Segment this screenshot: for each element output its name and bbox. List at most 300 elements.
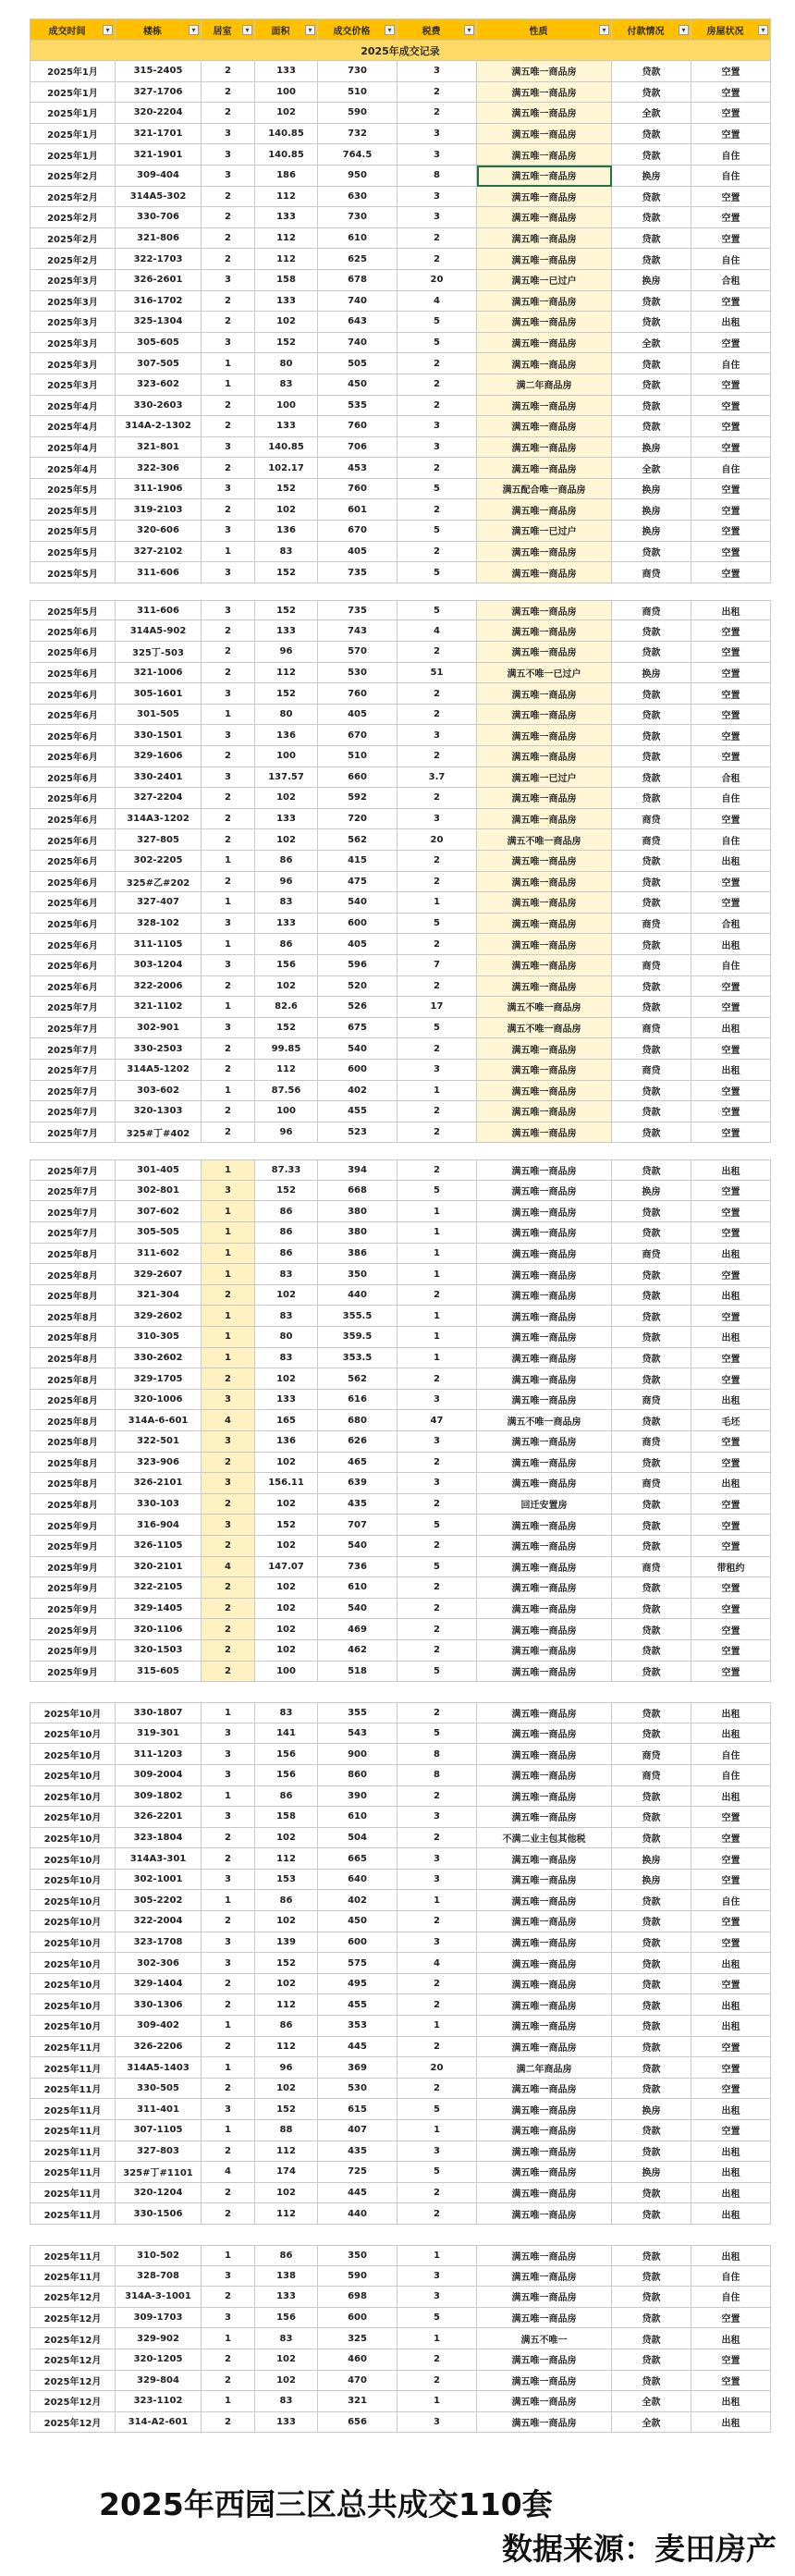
cell-price[interactable]: 590 bbox=[318, 2266, 398, 2288]
cell-tax[interactable]: 4 bbox=[398, 291, 477, 313]
cell-date[interactable]: 2025年11月 bbox=[30, 2120, 116, 2141]
table-row[interactable] bbox=[30, 542, 771, 563]
cell-rooms[interactable]: 2 bbox=[202, 499, 255, 521]
cell-unit[interactable]: 320-1205 bbox=[116, 2349, 202, 2371]
cell-condition[interactable]: 空置 bbox=[691, 1264, 771, 1285]
cell-rooms[interactable]: 2 bbox=[202, 1911, 255, 1932]
cell-unit[interactable]: 307-1105 bbox=[116, 2120, 202, 2141]
cell-unit[interactable]: 330-1506 bbox=[116, 2203, 202, 2225]
cell-property-type[interactable]: 满五唯一商品房 bbox=[477, 249, 612, 270]
cell-payment[interactable]: 换房 bbox=[612, 437, 691, 459]
cell-rooms[interactable]: 2 bbox=[202, 746, 255, 767]
cell-rooms[interactable]: 2 bbox=[202, 291, 255, 313]
cell-payment[interactable]: 贷款 bbox=[612, 892, 691, 914]
cell-condition[interactable]: 空置 bbox=[691, 2037, 771, 2058]
cell-price[interactable]: 950 bbox=[318, 166, 398, 187]
cell-tax[interactable]: 3 bbox=[398, 187, 477, 208]
table-row[interactable] bbox=[30, 1807, 771, 1828]
cell-property-type[interactable]: 满五唯一商品房 bbox=[477, 2391, 612, 2412]
cell-date[interactable]: 2025年9月 bbox=[30, 1619, 116, 1640]
cell-unit[interactable]: 327-805 bbox=[116, 829, 202, 851]
cell-tax[interactable]: 2 bbox=[398, 1702, 477, 1723]
cell-rooms[interactable]: 3 bbox=[202, 124, 255, 145]
table-row[interactable] bbox=[30, 228, 771, 250]
cell-property-type[interactable]: 满五唯一商品房 bbox=[477, 82, 612, 104]
cell-rooms[interactable]: 3 bbox=[202, 914, 255, 935]
cell-area[interactable]: 102 bbox=[255, 103, 318, 124]
cell-condition[interactable]: 空置 bbox=[691, 683, 771, 705]
cell-price[interactable]: 380 bbox=[318, 1201, 398, 1222]
table-row[interactable] bbox=[30, 683, 771, 705]
cell-unit[interactable]: 326-1105 bbox=[116, 1536, 202, 1557]
table-row[interactable] bbox=[30, 767, 771, 789]
cell-rooms[interactable]: 1 bbox=[202, 1306, 255, 1327]
cell-payment[interactable]: 贷款 bbox=[612, 187, 691, 208]
cell-tax[interactable]: 4 bbox=[398, 1953, 477, 1974]
cell-property-type[interactable]: 满五唯一商品房 bbox=[477, 187, 612, 208]
cell-rooms[interactable]: 2 bbox=[202, 228, 255, 250]
table-row[interactable] bbox=[30, 788, 771, 809]
cell-price[interactable]: 394 bbox=[318, 1159, 398, 1181]
cell-rooms[interactable]: 1 bbox=[202, 1702, 255, 1723]
cell-property-type[interactable]: 满五唯一商品房 bbox=[477, 620, 612, 642]
cell-price[interactable]: 656 bbox=[318, 2412, 398, 2434]
cell-date[interactable]: 2025年7月 bbox=[30, 1222, 116, 1244]
cell-date[interactable]: 2025年9月 bbox=[30, 1640, 116, 1662]
cell-payment[interactable]: 贷款 bbox=[612, 1306, 691, 1327]
cell-unit[interactable]: 314A5-1403 bbox=[116, 2057, 202, 2079]
table-row[interactable] bbox=[30, 725, 771, 746]
cell-payment[interactable]: 贷款 bbox=[612, 976, 691, 998]
cell-property-type[interactable]: 满五唯一商品房 bbox=[477, 2287, 612, 2308]
cell-area[interactable]: 83 bbox=[255, 1702, 318, 1723]
cell-rooms[interactable]: 1 bbox=[202, 2120, 255, 2141]
cell-condition[interactable]: 出租 bbox=[691, 2183, 771, 2204]
cell-property-type[interactable]: 满五唯一商品房 bbox=[477, 2016, 612, 2037]
cell-area[interactable]: 165 bbox=[255, 1410, 318, 1431]
cell-property-type[interactable]: 满五唯一商品房 bbox=[477, 2037, 612, 2058]
table-row[interactable] bbox=[30, 1122, 771, 1144]
table-row[interactable] bbox=[30, 270, 771, 291]
cell-area[interactable]: 96 bbox=[255, 1122, 318, 1144]
cell-condition[interactable]: 出租 bbox=[691, 2141, 771, 2163]
cell-area[interactable]: 82.6 bbox=[255, 997, 318, 1018]
cell-date[interactable]: 2025年10月 bbox=[30, 1953, 116, 1974]
cell-rooms[interactable]: 2 bbox=[202, 1599, 255, 1620]
cell-property-type[interactable]: 满五唯一商品房 bbox=[477, 1932, 612, 1954]
cell-condition[interactable]: 空置 bbox=[691, 1368, 771, 1390]
cell-rooms[interactable]: 1 bbox=[202, 1348, 255, 1369]
cell-tax[interactable]: 2 bbox=[398, 705, 477, 726]
table-row[interactable] bbox=[30, 2183, 771, 2204]
cell-price[interactable]: 435 bbox=[318, 1494, 398, 1515]
cell-condition[interactable]: 空置 bbox=[691, 542, 771, 563]
cell-date[interactable]: 2025年11月 bbox=[30, 2079, 116, 2100]
cell-date[interactable]: 2025年1月 bbox=[30, 82, 116, 104]
cell-rooms[interactable]: 2 bbox=[202, 976, 255, 998]
cell-price[interactable]: 353 bbox=[318, 2016, 398, 2037]
cell-price[interactable]: 460 bbox=[318, 2349, 398, 2371]
cell-area[interactable]: 147.07 bbox=[255, 1557, 318, 1578]
cell-condition[interactable]: 空置 bbox=[691, 976, 771, 998]
cell-unit[interactable]: 305-605 bbox=[116, 333, 202, 354]
cell-condition[interactable]: 空置 bbox=[691, 416, 771, 437]
cell-price[interactable]: 453 bbox=[318, 458, 398, 479]
cell-date[interactable]: 2025年7月 bbox=[30, 1038, 116, 1060]
cell-tax[interactable]: 3 bbox=[398, 1060, 477, 1081]
cell-price[interactable]: 355 bbox=[318, 1702, 398, 1723]
table-row[interactable] bbox=[30, 2266, 771, 2288]
cell-condition[interactable]: 空置 bbox=[691, 809, 771, 830]
cell-rooms[interactable]: 3 bbox=[202, 683, 255, 705]
cell-property-type[interactable]: 满五唯一商品房 bbox=[477, 207, 612, 228]
cell-condition[interactable]: 自住 bbox=[691, 1765, 771, 1786]
cell-payment[interactable]: 商贷 bbox=[612, 1431, 691, 1453]
cell-area[interactable]: 156 bbox=[255, 1765, 318, 1786]
cell-unit[interactable]: 301-505 bbox=[116, 705, 202, 726]
cell-price[interactable]: 562 bbox=[318, 829, 398, 851]
cell-payment[interactable]: 贷款 bbox=[612, 1368, 691, 1390]
cell-price[interactable]: 740 bbox=[318, 333, 398, 354]
cell-payment[interactable]: 贷款 bbox=[612, 2349, 691, 2371]
cell-unit[interactable]: 320-1204 bbox=[116, 2183, 202, 2204]
cell-property-type[interactable]: 满五唯一商品房 bbox=[477, 1640, 612, 1662]
table-row[interactable] bbox=[30, 872, 771, 893]
cell-rooms[interactable]: 2 bbox=[202, 1662, 255, 1683]
table-row[interactable] bbox=[30, 2057, 771, 2079]
cell-property-type[interactable]: 满五唯一商品房 bbox=[477, 746, 612, 767]
cell-condition[interactable]: 空置 bbox=[691, 1828, 771, 1849]
cell-date[interactable]: 2025年5月 bbox=[30, 542, 116, 563]
cell-price[interactable]: 610 bbox=[318, 1807, 398, 1828]
cell-price[interactable]: 470 bbox=[318, 2371, 398, 2392]
cell-unit[interactable]: 319-2103 bbox=[116, 499, 202, 521]
cell-condition[interactable]: 空置 bbox=[691, 1453, 771, 1474]
cell-property-type[interactable]: 满五唯一商品房 bbox=[477, 642, 612, 663]
cell-area[interactable]: 102 bbox=[255, 1619, 318, 1640]
cell-condition[interactable]: 出租 bbox=[691, 1390, 771, 1411]
cell-condition[interactable]: 出租 bbox=[691, 934, 771, 955]
cell-payment[interactable]: 贷款 bbox=[612, 642, 691, 663]
table-row[interactable] bbox=[30, 1640, 771, 1662]
cell-payment[interactable]: 贷款 bbox=[612, 851, 691, 872]
cell-condition[interactable]: 出租 bbox=[691, 1786, 771, 1808]
cell-price[interactable]: 575 bbox=[318, 1953, 398, 1974]
cell-date[interactable]: 2025年8月 bbox=[30, 1494, 116, 1515]
cell-area[interactable]: 112 bbox=[255, 1994, 318, 2016]
cell-tax[interactable]: 1 bbox=[398, 1201, 477, 1222]
cell-rooms[interactable]: 1 bbox=[202, 374, 255, 396]
cell-property-type[interactable]: 满五唯一商品房 bbox=[477, 600, 612, 621]
cell-payment[interactable]: 贷款 bbox=[612, 396, 691, 417]
cell-date[interactable]: 2025年3月 bbox=[30, 291, 116, 313]
cell-date[interactable]: 2025年7月 bbox=[30, 997, 116, 1018]
cell-payment[interactable]: 贷款 bbox=[612, 2245, 691, 2266]
cell-property-type[interactable]: 满五唯一商品房 bbox=[477, 542, 612, 563]
table-row[interactable] bbox=[30, 1327, 771, 1348]
cell-rooms[interactable]: 2 bbox=[202, 396, 255, 417]
cell-area[interactable]: 102 bbox=[255, 312, 318, 333]
cell-date[interactable]: 2025年5月 bbox=[30, 562, 116, 583]
table-row[interactable] bbox=[30, 144, 771, 166]
table-row[interactable] bbox=[30, 1828, 771, 1849]
cell-area[interactable]: 100 bbox=[255, 746, 318, 767]
cell-property-type[interactable]: 满五唯一商品房 bbox=[477, 1807, 612, 1828]
cell-condition[interactable]: 空置 bbox=[691, 1932, 771, 1954]
cell-rooms[interactable]: 1 bbox=[202, 934, 255, 955]
cell-payment[interactable]: 换房 bbox=[612, 479, 691, 500]
cell-unit[interactable]: 329-902 bbox=[116, 2328, 202, 2349]
cell-property-type[interactable]: 满五唯一商品房 bbox=[477, 892, 612, 914]
cell-price[interactable]: 407 bbox=[318, 2120, 398, 2141]
cell-price[interactable]: 736 bbox=[318, 1557, 398, 1578]
cell-rooms[interactable]: 2 bbox=[202, 207, 255, 228]
cell-property-type[interactable]: 满五不唯一商品房 bbox=[477, 829, 612, 851]
cell-payment[interactable]: 贷款 bbox=[612, 1599, 691, 1620]
cell-rooms[interactable]: 1 bbox=[202, 1264, 255, 1285]
cell-price[interactable]: 668 bbox=[318, 1181, 398, 1202]
table-row[interactable] bbox=[30, 1536, 771, 1557]
cell-tax[interactable]: 2 bbox=[398, 374, 477, 396]
cell-payment[interactable]: 贷款 bbox=[612, 2079, 691, 2100]
table-row[interactable] bbox=[30, 1662, 771, 1683]
cell-area[interactable]: 102 bbox=[255, 1911, 318, 1932]
cell-payment[interactable]: 商贷 bbox=[612, 1390, 691, 1411]
cell-unit[interactable]: 314A-2-1302 bbox=[116, 416, 202, 437]
cell-area[interactable]: 152 bbox=[255, 683, 318, 705]
cell-unit[interactable]: 329-2602 bbox=[116, 1306, 202, 1327]
cell-payment[interactable]: 换房 bbox=[612, 166, 691, 187]
cell-tax[interactable]: 3 bbox=[398, 1431, 477, 1453]
cell-property-type[interactable]: 满五唯一商品房 bbox=[477, 2079, 612, 2100]
table-row[interactable] bbox=[30, 1994, 771, 2016]
cell-rooms[interactable]: 4 bbox=[202, 1410, 255, 1431]
table-row[interactable] bbox=[30, 2099, 771, 2120]
cell-property-type[interactable]: 满五唯一已过户 bbox=[477, 270, 612, 291]
cell-rooms[interactable]: 3 bbox=[202, 1390, 255, 1411]
cell-unit[interactable]: 320-2101 bbox=[116, 1557, 202, 1578]
cell-payment[interactable]: 贷款 bbox=[612, 1890, 691, 1911]
cell-condition[interactable]: 出租 bbox=[691, 2016, 771, 2037]
cell-area[interactable]: 86 bbox=[255, 1890, 318, 1911]
cell-area[interactable]: 96 bbox=[255, 872, 318, 893]
cell-property-type[interactable]: 满五唯一商品房 bbox=[477, 1159, 612, 1181]
cell-area[interactable]: 96 bbox=[255, 2057, 318, 2079]
cell-price[interactable]: 610 bbox=[318, 1577, 398, 1599]
cell-date[interactable]: 2025年12月 bbox=[30, 2412, 116, 2434]
cell-price[interactable]: 630 bbox=[318, 187, 398, 208]
table-row[interactable] bbox=[30, 1348, 771, 1369]
cell-condition[interactable]: 出租 bbox=[691, 2412, 771, 2434]
cell-price[interactable]: 386 bbox=[318, 1244, 398, 1265]
header-price[interactable] bbox=[318, 18, 398, 41]
cell-property-type[interactable]: 满五唯一商品房 bbox=[477, 683, 612, 705]
table-row[interactable] bbox=[30, 353, 771, 374]
cell-condition[interactable]: 出租 bbox=[691, 1018, 771, 1039]
cell-unit[interactable]: 314A5-302 bbox=[116, 187, 202, 208]
cell-condition[interactable]: 空置 bbox=[691, 1101, 771, 1122]
cell-rooms[interactable]: 3 bbox=[202, 144, 255, 166]
cell-unit[interactable]: 309-2004 bbox=[116, 1765, 202, 1786]
cell-property-type[interactable]: 满五唯一商品房 bbox=[477, 1264, 612, 1285]
cell-date[interactable]: 2025年11月 bbox=[30, 2203, 116, 2225]
cell-price[interactable]: 540 bbox=[318, 1536, 398, 1557]
cell-area[interactable]: 99.85 bbox=[255, 1038, 318, 1060]
cell-tax[interactable]: 5 bbox=[398, 2308, 477, 2329]
cell-date[interactable]: 2025年6月 bbox=[30, 872, 116, 893]
cell-condition[interactable]: 空置 bbox=[691, 1974, 771, 1995]
table-row[interactable] bbox=[30, 1974, 771, 1995]
cell-payment[interactable]: 商贷 bbox=[612, 1244, 691, 1265]
cell-condition[interactable]: 空置 bbox=[691, 82, 771, 104]
cell-tax[interactable]: 2 bbox=[398, 683, 477, 705]
cell-condition[interactable]: 空置 bbox=[691, 1122, 771, 1144]
cell-tax[interactable]: 5 bbox=[398, 333, 477, 354]
cell-date[interactable]: 2025年1月 bbox=[30, 103, 116, 124]
cell-price[interactable]: 625 bbox=[318, 249, 398, 270]
cell-payment[interactable]: 贷款 bbox=[612, 1786, 691, 1808]
cell-payment[interactable]: 贷款 bbox=[612, 1222, 691, 1244]
cell-property-type[interactable]: 满五唯一商品房 bbox=[477, 1081, 612, 1102]
cell-condition[interactable]: 出租 bbox=[691, 1723, 771, 1745]
cell-rooms[interactable]: 1 bbox=[202, 1159, 255, 1181]
cell-rooms[interactable]: 2 bbox=[202, 82, 255, 104]
cell-property-type[interactable]: 满五唯一商品房 bbox=[477, 2099, 612, 2120]
cell-property-type[interactable]: 满二年商品房 bbox=[477, 374, 612, 396]
cell-property-type[interactable]: 满五不唯一商品房 bbox=[477, 1018, 612, 1039]
cell-price[interactable]: 540 bbox=[318, 1038, 398, 1060]
cell-price[interactable]: 405 bbox=[318, 934, 398, 955]
cell-property-type[interactable]: 满五唯一商品房 bbox=[477, 228, 612, 250]
cell-payment[interactable]: 贷款 bbox=[612, 124, 691, 145]
cell-price[interactable]: 504 bbox=[318, 1828, 398, 1849]
cell-condition[interactable]: 带租约 bbox=[691, 1557, 771, 1578]
cell-payment[interactable]: 全款 bbox=[612, 2412, 691, 2434]
cell-date[interactable]: 2025年8月 bbox=[30, 1244, 116, 1265]
cell-payment[interactable]: 贷款 bbox=[612, 1038, 691, 1060]
cell-price[interactable]: 369 bbox=[318, 2057, 398, 2079]
cell-tax[interactable]: 3 bbox=[398, 809, 477, 830]
cell-area[interactable]: 140.85 bbox=[255, 437, 318, 459]
cell-unit[interactable]: 311-1906 bbox=[116, 479, 202, 500]
cell-tax[interactable]: 8 bbox=[398, 1765, 477, 1786]
table-row[interactable] bbox=[30, 1060, 771, 1081]
cell-rooms[interactable]: 3 bbox=[202, 1953, 255, 1974]
cell-price[interactable]: 678 bbox=[318, 270, 398, 291]
cell-unit[interactable]: 322-2105 bbox=[116, 1577, 202, 1599]
cell-price[interactable]: 760 bbox=[318, 416, 398, 437]
cell-area[interactable]: 83 bbox=[255, 892, 318, 914]
cell-unit[interactable]: 330-505 bbox=[116, 2079, 202, 2100]
cell-date[interactable]: 2025年6月 bbox=[30, 955, 116, 976]
cell-condition[interactable]: 空置 bbox=[691, 61, 771, 82]
cell-property-type[interactable]: 满五唯一商品房 bbox=[477, 2120, 612, 2141]
cell-area[interactable]: 83 bbox=[255, 1348, 318, 1369]
cell-price[interactable]: 707 bbox=[318, 1515, 398, 1536]
cell-rooms[interactable]: 1 bbox=[202, 1081, 255, 1102]
cell-rooms[interactable]: 1 bbox=[202, 1222, 255, 1244]
cell-unit[interactable]: 319-301 bbox=[116, 1723, 202, 1745]
cell-price[interactable]: 325 bbox=[318, 2328, 398, 2349]
cell-price[interactable]: 520 bbox=[318, 976, 398, 998]
cell-price[interactable]: 350 bbox=[318, 2245, 398, 2266]
cell-tax[interactable]: 2 bbox=[398, 82, 477, 104]
cell-tax[interactable]: 3 bbox=[398, 124, 477, 145]
filter-dropdown-icon[interactable]: ▾ bbox=[189, 25, 199, 35]
table-row[interactable] bbox=[30, 829, 771, 851]
cell-area[interactable]: 86 bbox=[255, 2245, 318, 2266]
header-unit[interactable] bbox=[116, 18, 202, 41]
table-row[interactable] bbox=[30, 1038, 771, 1060]
table-row[interactable] bbox=[30, 1953, 771, 1974]
cell-unit[interactable]: 330-706 bbox=[116, 207, 202, 228]
cell-rooms[interactable]: 3 bbox=[202, 166, 255, 187]
cell-condition[interactable]: 空置 bbox=[691, 1599, 771, 1620]
cell-date[interactable]: 2025年12月 bbox=[30, 2349, 116, 2371]
cell-payment[interactable]: 贷款 bbox=[612, 1453, 691, 1474]
cell-condition[interactable]: 空置 bbox=[691, 1870, 771, 1891]
cell-payment[interactable]: 贷款 bbox=[612, 725, 691, 746]
cell-date[interactable]: 2025年7月 bbox=[30, 1181, 116, 1202]
table-row[interactable] bbox=[30, 1222, 771, 1244]
cell-property-type[interactable]: 满五唯一商品房 bbox=[477, 2245, 612, 2266]
cell-unit[interactable]: 323-906 bbox=[116, 1453, 202, 1474]
cell-payment[interactable]: 商贷 bbox=[612, 1473, 691, 1494]
cell-property-type[interactable]: 满五唯一商品房 bbox=[477, 458, 612, 479]
cell-price[interactable]: 615 bbox=[318, 2099, 398, 2120]
table-row[interactable] bbox=[30, 1744, 771, 1765]
cell-tax[interactable]: 5 bbox=[398, 1515, 477, 1536]
cell-area[interactable]: 156 bbox=[255, 955, 318, 976]
table-row[interactable] bbox=[30, 479, 771, 500]
cell-area[interactable]: 158 bbox=[255, 270, 318, 291]
table-row[interactable] bbox=[30, 2412, 771, 2434]
cell-rooms[interactable]: 3 bbox=[202, 725, 255, 746]
cell-condition[interactable]: 自住 bbox=[691, 166, 771, 187]
cell-unit[interactable]: 329-804 bbox=[116, 2371, 202, 2392]
cell-property-type[interactable]: 满五唯一商品房 bbox=[477, 1953, 612, 1974]
cell-payment[interactable]: 贷款 bbox=[612, 1640, 691, 1662]
cell-condition[interactable]: 空置 bbox=[691, 333, 771, 354]
cell-date[interactable]: 2025年2月 bbox=[30, 207, 116, 228]
cell-area[interactable]: 139 bbox=[255, 1932, 318, 1954]
cell-price[interactable]: 440 bbox=[318, 1285, 398, 1306]
cell-unit[interactable]: 302-2205 bbox=[116, 851, 202, 872]
cell-date[interactable]: 2025年6月 bbox=[30, 620, 116, 642]
cell-condition[interactable]: 自住 bbox=[691, 955, 771, 976]
cell-date[interactable]: 2025年10月 bbox=[30, 1994, 116, 2016]
cell-unit[interactable]: 302-306 bbox=[116, 1953, 202, 1974]
cell-tax[interactable]: 5 bbox=[398, 1018, 477, 1039]
cell-unit[interactable]: 323-1102 bbox=[116, 2391, 202, 2412]
cell-date[interactable]: 2025年9月 bbox=[30, 1577, 116, 1599]
cell-area[interactable]: 86 bbox=[255, 1201, 318, 1222]
cell-condition[interactable]: 出租 bbox=[691, 2391, 771, 2412]
table-row[interactable] bbox=[30, 1410, 771, 1431]
cell-property-type[interactable]: 满五唯一商品房 bbox=[477, 725, 612, 746]
cell-unit[interactable]: 305-1601 bbox=[116, 683, 202, 705]
cell-property-type[interactable]: 满五唯一商品房 bbox=[477, 1994, 612, 2016]
cell-area[interactable]: 100 bbox=[255, 1101, 318, 1122]
cell-rooms[interactable]: 4 bbox=[202, 1557, 255, 1578]
cell-payment[interactable]: 换房 bbox=[612, 663, 691, 684]
cell-condition[interactable]: 空置 bbox=[691, 2308, 771, 2329]
cell-rooms[interactable]: 1 bbox=[202, 1327, 255, 1348]
cell-unit[interactable]: 327-1706 bbox=[116, 82, 202, 104]
cell-payment[interactable]: 贷款 bbox=[612, 1994, 691, 2016]
cell-unit[interactable]: 326-2101 bbox=[116, 1473, 202, 1494]
cell-condition[interactable]: 空置 bbox=[691, 207, 771, 228]
